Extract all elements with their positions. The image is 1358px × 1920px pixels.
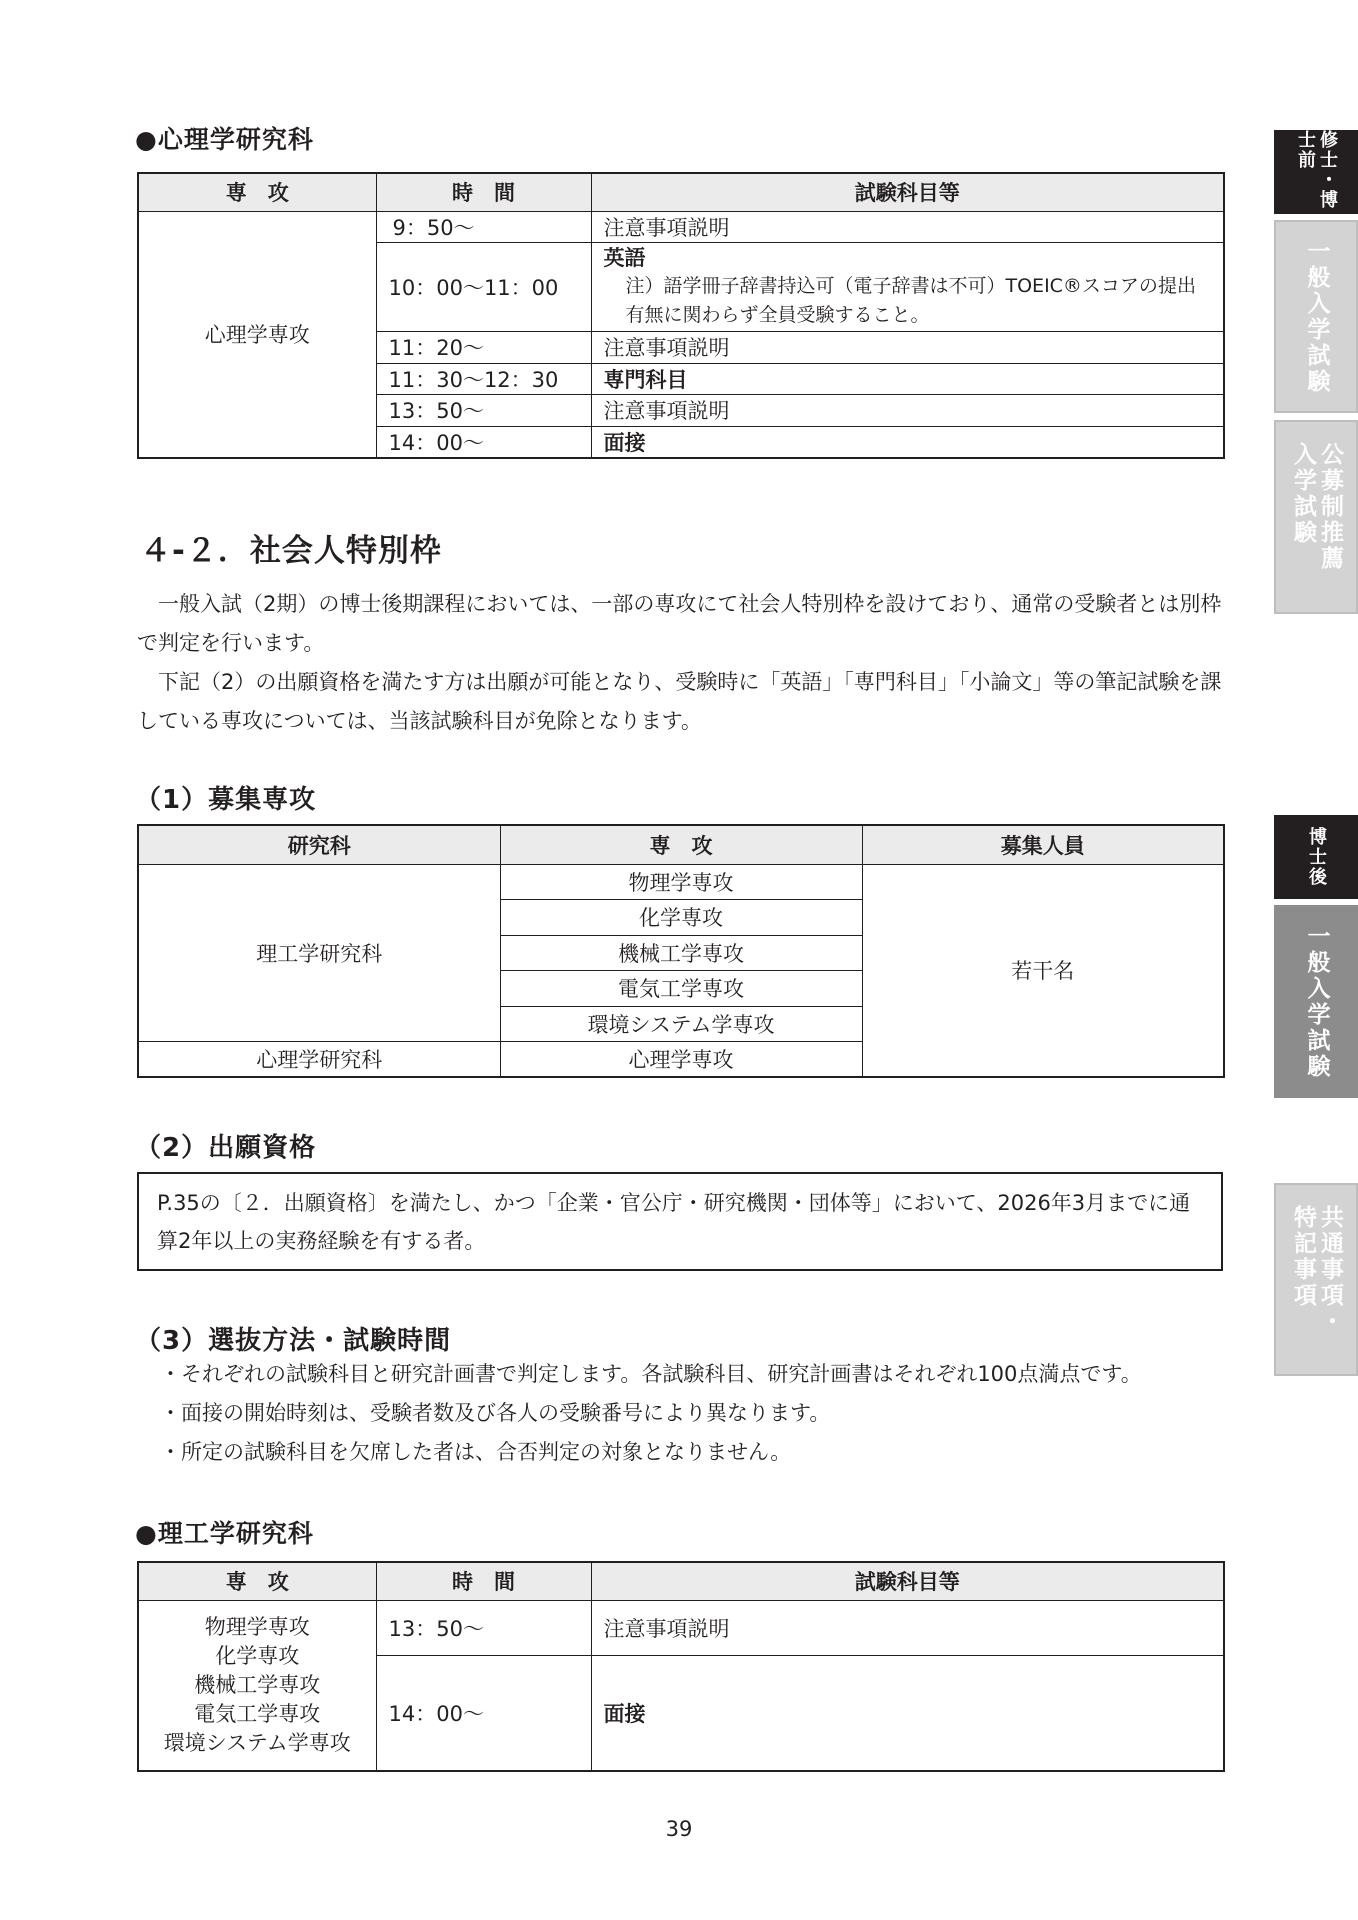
subject-cell: 注意事項説明 bbox=[591, 394, 1224, 426]
col-header-capacity: 募集人員 bbox=[862, 825, 1224, 864]
side-tab-label: 博士後 bbox=[1306, 827, 1327, 887]
majors-cell bbox=[138, 1600, 376, 1771]
col-header-major: 専 攻 bbox=[138, 173, 376, 211]
side-tab-label: 共通事項・特記事項 bbox=[1290, 1204, 1343, 1335]
intro-paragraph-2: 下記（2）の出願資格を満たす方は出願が可能となり、受験時に「英語」「専門科目」「小論文」等の筆記試験を課している専攻については、当該試験科目が免除となります。 bbox=[137, 670, 1222, 733]
major-name: 電気工学専攻 bbox=[194, 1701, 321, 1726]
section-title: ４-２．社会人特別枠 bbox=[140, 533, 442, 569]
major-cell: 物理学専攻 bbox=[500, 864, 862, 899]
capacity-cell: 若干名 bbox=[862, 864, 1224, 1077]
time-cell: 13：50〜 bbox=[376, 1600, 591, 1655]
psych-exam-table bbox=[137, 172, 1225, 459]
science-section-title: ●理工学研究科 bbox=[135, 1519, 314, 1548]
time-cell: 11：30〜12：30 bbox=[376, 363, 591, 394]
major-name: 環境システム学専攻 bbox=[163, 1730, 351, 1755]
science-exam-table bbox=[137, 1561, 1225, 1772]
side-tab-label: 公募制推薦入学試験 bbox=[1290, 442, 1343, 572]
major-name: 機械工学専攻 bbox=[194, 1672, 321, 1697]
recruit-table bbox=[137, 824, 1225, 1078]
col-header-time: 時 間 bbox=[376, 1562, 591, 1600]
subject-cell: 注意事項説明 bbox=[591, 211, 1224, 242]
subject-cell: 専門科目 bbox=[591, 363, 1224, 394]
side-tab-common[interactable] bbox=[1274, 1183, 1358, 1376]
major-cell: 環境システム学専攻 bbox=[500, 1006, 862, 1041]
subject-english: 英語 bbox=[603, 245, 646, 270]
time-cell: 10：00〜11：00 bbox=[376, 242, 591, 331]
subject-cell: 注意事項説明 bbox=[591, 1600, 1224, 1655]
english-note: 注）語学冊子辞書持込可（電子辞書は不可）TOEIC®スコアの提出有無に関わらず全員受験すること。 bbox=[625, 274, 1196, 326]
time-cell: 9：50〜 bbox=[376, 211, 591, 242]
subject-cell: 注意事項説明 bbox=[591, 331, 1224, 363]
time-cell: 11：20〜 bbox=[376, 331, 591, 363]
psych-section-title: ●心理学研究科 bbox=[135, 125, 314, 154]
intro-paragraph-1: 一般入試（2期）の博士後期課程においては、一部の専攻にて社会人特別枠を設けており、通常の受験者とは別枠で判定を行います。 bbox=[137, 592, 1222, 655]
subject-cell: 面接 bbox=[591, 426, 1224, 458]
selection-bullet: ・所定の試験科目を欠席した者は、合否判定の対象となりません。 bbox=[160, 1440, 792, 1464]
time-cell: 14：00〜 bbox=[376, 1655, 591, 1771]
side-tab-general-2[interactable] bbox=[1274, 905, 1358, 1098]
qualification-title: （2）出願資格 bbox=[135, 1133, 317, 1163]
selection-title: （3）選抜方法・試験時間 bbox=[135, 1326, 452, 1356]
col-header-subject: 試験科目等 bbox=[591, 1562, 1224, 1600]
side-tab-label: 一般入学試験 bbox=[1303, 923, 1330, 1080]
recruit-title: （1）募集専攻 bbox=[135, 785, 317, 815]
time-cell: 13：50〜 bbox=[376, 394, 591, 426]
selection-bullet: ・それぞれの試験科目と研究計画書で判定します。各試験科目、研究計画書はそれぞれ100点満点です。 bbox=[160, 1362, 1142, 1386]
major-cell: 電気工学専攻 bbox=[500, 970, 862, 1006]
time-cell: 14：00〜 bbox=[376, 426, 591, 458]
major-name: 物理学専攻 bbox=[204, 1614, 310, 1639]
qualification-box: P.35の〔２．出願資格〕を満たし、かつ「企業・官公庁・研究機関・団体等」において、2026年3月までに通算2年以上の実務経験を有する者。 bbox=[137, 1172, 1223, 1271]
side-tab-label: 修士・博士前 bbox=[1295, 130, 1338, 210]
col-header-major: 専 攻 bbox=[138, 1562, 376, 1600]
subject-cell bbox=[591, 242, 1224, 331]
major-cell: 化学専攻 bbox=[500, 899, 862, 935]
school-cell: 心理学研究科 bbox=[138, 1041, 500, 1077]
col-header-subject: 試験科目等 bbox=[591, 173, 1224, 211]
col-header-time: 時 間 bbox=[376, 173, 591, 211]
major-cell: 心理学専攻 bbox=[138, 211, 376, 458]
page-number: 39 bbox=[665, 1817, 693, 1841]
major-name: 化学専攻 bbox=[215, 1643, 300, 1668]
school-cell: 理工学研究科 bbox=[138, 864, 500, 1041]
subject-cell: 面接 bbox=[591, 1655, 1224, 1771]
selection-bullet: ・面接の開始時刻は、受験者数及び各人の受験番号により異なります。 bbox=[160, 1401, 831, 1425]
major-cell: 機械工学専攻 bbox=[500, 935, 862, 970]
major-cell: 心理学専攻 bbox=[500, 1041, 862, 1077]
side-tab-general-1[interactable] bbox=[1274, 220, 1358, 413]
side-tab-doctor[interactable] bbox=[1274, 815, 1358, 899]
side-tab-public-recommendation[interactable] bbox=[1274, 420, 1358, 614]
col-header-school: 研究科 bbox=[138, 825, 500, 864]
side-tab-master[interactable] bbox=[1274, 130, 1358, 214]
side-tab-label: 一般入学試験 bbox=[1303, 238, 1330, 395]
col-header-major: 専 攻 bbox=[500, 825, 862, 864]
